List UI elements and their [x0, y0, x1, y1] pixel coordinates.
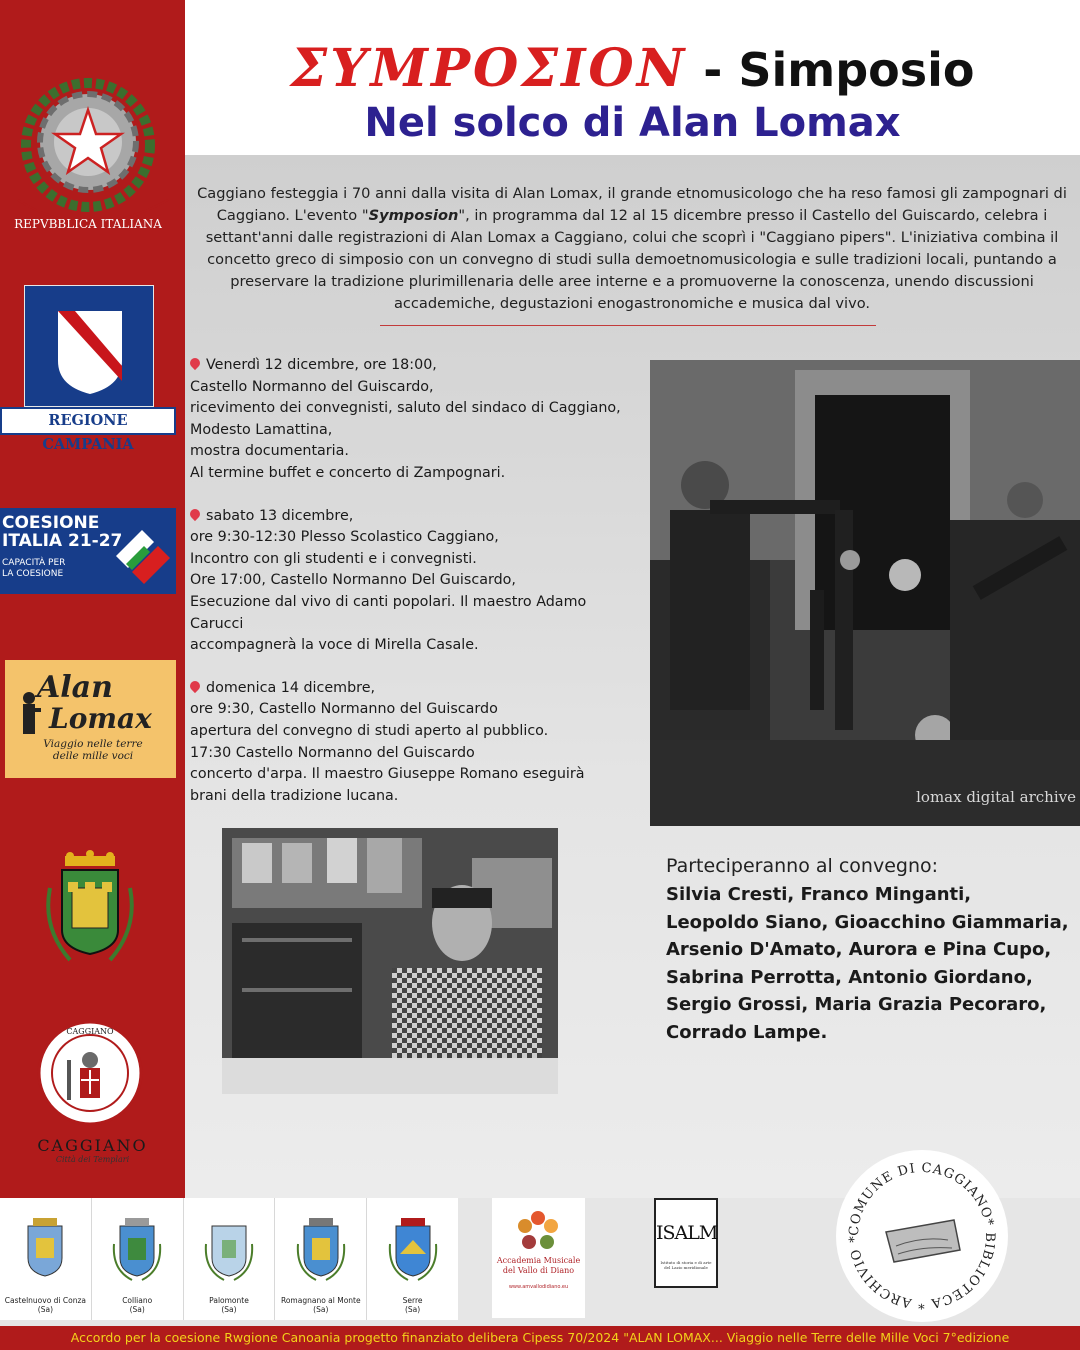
- participants-line: Silvia Cresti, Franco Minganti,: [666, 884, 972, 905]
- coesione-arrows-icon: [112, 516, 174, 588]
- bagpipe-player-icon: [15, 690, 43, 740]
- caggiano-motto: Città dei Templari: [55, 1155, 130, 1164]
- lomax-logo-line2: Lomax: [49, 702, 152, 735]
- coesione-italia-logo: [0, 508, 176, 594]
- intro-divider: [380, 325, 876, 326]
- event-line: domenica 14 dicembre,: [206, 679, 376, 696]
- intro-emphasis: Symposion: [368, 207, 459, 224]
- regione-label: REGIONE CAMPANIA: [0, 407, 176, 435]
- regione-shield-icon: [25, 286, 155, 408]
- comune-romagnano: [275, 1198, 367, 1320]
- accademia-name: Accademia Musicale del Vallo di Diano: [496, 1256, 581, 1275]
- pin-icon: [188, 356, 202, 370]
- title-separator: -: [687, 43, 739, 97]
- event-sunday: [190, 678, 650, 808]
- photo-pipers: [650, 360, 1080, 826]
- caggiano-seal-text: CAGGIANO: [66, 1027, 114, 1036]
- isalm-subtitle: Istituto di storia e di arte del Lazio meridionale: [660, 1260, 712, 1270]
- comune-name: Serre: [402, 1296, 423, 1305]
- comune-name: Colliano: [122, 1296, 153, 1305]
- coesione-tagline-1: CAPACITÀ PER: [2, 558, 66, 568]
- event-line: ricevimento dei convegnisti, saluto del sindaco di Caggiano,: [190, 400, 621, 417]
- comune-prov: (Sa): [313, 1305, 329, 1314]
- event-line: Incontro con gli studenti e i convegnisti.: [190, 550, 477, 567]
- comuni-partners: [0, 1198, 458, 1320]
- title-greek: ΣΥΜΡΟΣΙΟΝ: [290, 38, 688, 99]
- comune-crest-icon: [202, 1214, 256, 1284]
- isalm-logo: [654, 1198, 718, 1288]
- comune-castelnuovo: [0, 1198, 92, 1320]
- participants-line: Corrado Lampe.: [666, 1021, 828, 1043]
- photo-credit: lomax digital archive: [916, 788, 1076, 806]
- comune-crest-icon: [110, 1214, 164, 1284]
- comune-prov: (Sa): [404, 1305, 421, 1314]
- coesione-period: ITALIA 21-27: [2, 531, 123, 551]
- comune-palomonte: [184, 1198, 276, 1320]
- repubblica-italiana-emblem: [8, 70, 178, 240]
- event-saturday: [190, 506, 650, 657]
- biblioteca-stamp-graphic: [836, 1150, 1008, 1322]
- regione-campania-crest: [24, 285, 154, 407]
- event-line: Venerdì 12 dicembre, ore 18:00,: [206, 357, 437, 373]
- participants-line: Sergio Grossi, Maria Grazia Pecoraro,: [666, 994, 1047, 1016]
- event-line: Al termine buffet e concerto di Zampognari.: [190, 464, 506, 481]
- caggiano-label: CAGGIANO: [37, 1136, 148, 1155]
- event-line: brani della tradizione lucana.: [190, 787, 399, 804]
- pin-icon: [188, 506, 202, 520]
- footer-funding-note: Accordo per la coesione Rwgione Canoania progetto finanziato delibera Cipess 70/2024 "ALAN LOMAX... Viaggio nelle Terre delle Mille Voci 7°edizione: [0, 1326, 1080, 1350]
- participants-line: Arsenio D'Amato, Aurora e Pina Cupo,: [666, 939, 1052, 961]
- coesione-tagline: [2, 558, 65, 580]
- accademia-musicale-logo: [492, 1198, 585, 1318]
- flower-logo-icon: [515, 1210, 561, 1254]
- page-title: [185, 38, 1080, 99]
- event-line: 17:30 Castello Normanno del Guiscardo: [190, 744, 475, 761]
- event-friday: [190, 355, 650, 485]
- participants-line: Sabrina Perrotta, Antonio Giordano,: [666, 966, 1033, 988]
- coesione-title: COESIONE: [2, 513, 100, 533]
- comune-prov: (Sa): [37, 1305, 53, 1314]
- intro-part1: Caggiano festeggia i 70 anni dalla visita di Alan Lomax, il grande etnomusicologo che ha reso famosi gli zampognari di Caggiano. L'evento ": [197, 185, 1067, 224]
- comune-prov: (Sa): [129, 1305, 145, 1314]
- event-line: Modesto Lamattina,: [190, 421, 333, 438]
- intro-part2: ", in programma dal 12 al 15 dicembre presso il Castello del Guiscardo, celebra i settant'anni dalle registrazioni di Alan Lomax a Caggiano, colui che scoprì i "Caggiano pipers". L'iniziativa combina il concetto greco di simposio con un convegno di studi sulla demoetnomusicologia e sulle tradizioni locali, puntando a preservare la tradizione plurimillenaria delle aree interne e a promuoverne la conoscenza, unendo discussioni accademiche, degustazioni enogastronomiche e musica dal vivo.: [205, 207, 1059, 312]
- lomax-logo-line1: Alan: [37, 670, 113, 705]
- comune-crest-icon: [386, 1214, 440, 1284]
- event-line: sabato 13 dicembre,: [206, 507, 354, 524]
- intro-paragraph: [192, 183, 1072, 315]
- comune-crest-icon: [294, 1214, 348, 1284]
- comune-name: Palomonte: [209, 1296, 249, 1305]
- event-line: apertura del convegno di studi aperto al pubblico.: [190, 722, 549, 739]
- event-line: ore 9:30-12:30 Plesso Scolastico Caggiano,: [190, 529, 499, 546]
- accademia-url: www.amvallodidiano.eu: [508, 1284, 569, 1290]
- event-line: Castello Normanno del Guiscardo,: [190, 378, 434, 395]
- pin-icon: [188, 679, 202, 693]
- biblioteca-text: COMUNE DI CAGGIANO* BIBLIOTECA * ARCHIVIO *: [846, 1160, 998, 1312]
- castle-crest-emblem: [40, 848, 140, 976]
- lomax-logo-tagline: Viaggio nelle terre delle mille voci: [43, 738, 143, 762]
- comune-serre: [367, 1198, 458, 1320]
- event-line: Esecuzione dal vivo di canti popolari. Il maestro Adamo: [190, 593, 587, 610]
- photo-lomax-illustration: [222, 828, 558, 1094]
- alan-lomax-logo: [5, 660, 176, 778]
- event-line: concerto d'arpa. Il maestro Giuseppe Romano eseguirà: [190, 766, 585, 783]
- comune-name: Romagnano al Monte: [280, 1296, 361, 1305]
- participants-names: [666, 881, 1080, 1047]
- comune-prov: (Sa): [221, 1305, 237, 1314]
- comune-colliano: [92, 1198, 184, 1320]
- title-latin: Simposio: [738, 43, 975, 97]
- comune-name: Castelnuovo di Conza: [4, 1296, 87, 1305]
- participants-line: Leopoldo Siano, Gioacchino Giammaria,: [666, 911, 1069, 933]
- biblioteca-stamp: [836, 1150, 1008, 1322]
- event-line: mostra documentaria.: [190, 443, 349, 460]
- event-line: Carucci: [190, 615, 244, 632]
- caggiano-seal-emblem: [37, 1020, 143, 1126]
- events-list: [190, 355, 650, 828]
- event-line: ore 9:30, Castello Normanno del Guiscardo: [190, 701, 498, 718]
- coesione-tagline-2: LA COESIONE: [2, 569, 64, 579]
- comune-crest-icon: [18, 1214, 72, 1284]
- event-line: accompagnerà la voce di Mirella Casale.: [190, 637, 479, 654]
- repubblica-label: REPVBBLICA ITALIANA: [14, 217, 162, 231]
- isalm-label: ISALM: [656, 1222, 718, 1244]
- photo-lomax: [222, 828, 558, 1094]
- participants-heading: Parteciperanno al convegno:: [666, 855, 939, 877]
- photo-pipers-illustration: [650, 360, 1080, 826]
- event-line: Ore 17:00, Castello Normanno Del Guiscardo,: [190, 572, 516, 589]
- page-subtitle: Nel solco di Alan Lomax: [364, 100, 901, 146]
- participants-block: [666, 855, 1080, 1047]
